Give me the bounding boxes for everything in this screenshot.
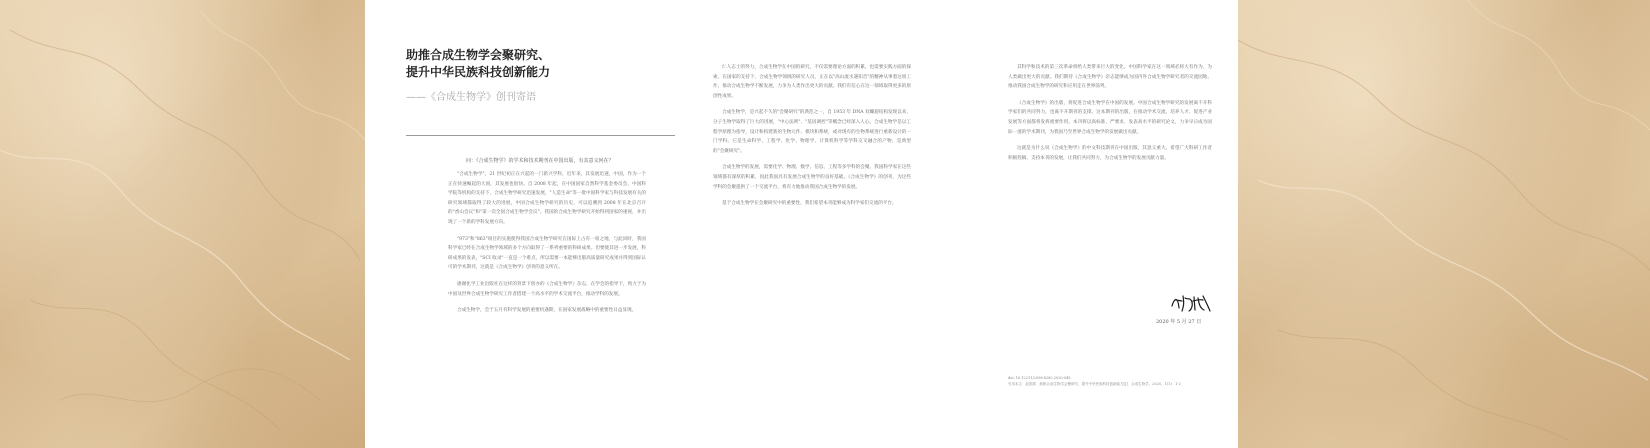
paragraph: 感谢化学工业出版社在这样的背景下创办的《合成生物学》杂志，在学会的指导下，致力于为中国及世界合成生物学研究工作者搭建一个高水平的学术交流平台，推动学科的发展。 <box>448 281 646 297</box>
marble-background-left <box>0 0 365 448</box>
title-line-1: 助推合成生物学会聚研究、 <box>406 48 551 62</box>
paragraph: 合成生物学的发展，需要化学、物理、数学、信息、工程等多学科的会聚。我国科学家在这些领域都有深厚的积累，因此我国具有发展合成生物学的良好基础。《合成生物学》的创刊，为这些学科的会聚提供了一个交流平台，将有力地推动我国合成生物学的发展。 <box>713 165 911 190</box>
title-divider <box>406 135 675 136</box>
text-column-1 <box>448 170 646 402</box>
signature-date: 2020 年 5 月 27 日 <box>1156 319 1202 325</box>
paragraph: "合成生物学"，21 世纪初正在兴起的一门新兴学科，近年来，其发展迅速，中国，作为一个正在快速崛起的大国，其发展也很快。自 2008 年起，在中国国家自然科学基金委员会、中国科学院等机构的支持下，合成生物学研究迅速发展，"人造生命"等一批中国科学家与科技发展有关的研究领域都取得了较大的进展。中国合成生物学研究的历史，可以追溯到 2008 年在北京召开的"香山会议"和"第一次全国合成生物学会议"。我国的合成生物学研究开始得到国家的重视，并出现了一个新的学科发展方向。 <box>448 172 646 225</box>
author-signature <box>1170 292 1212 318</box>
article-subtitle: ——《合成生物学》创刊寄语 <box>406 92 536 103</box>
paragraph: 《合成生物学》的出版，将促进合成生物学在中国的发展。中国合成生物学研究的发展离不开科学家们的共同努力，也离不开期刊的支撑。这本期刊的出版，在推动学术交流、培养人才、促进产业发展等方面都将发挥重要作用。本刊将以高标准、严要求，发表高水平的研究论文，力争早日成为国际一流的学术期刊，为我国乃至世界合成生物学的发展做出贡献。 <box>1008 100 1212 135</box>
text-column-3 <box>1008 63 1212 293</box>
marble-background-right <box>1238 0 1650 448</box>
title-line-2: 提升中华民族科技创新能力 <box>406 65 551 79</box>
doi-line: doi: 10.12211/2096-8280.2020-049 <box>1008 376 1071 380</box>
citation-line: 引用本文：赵国屏．助推合成生物学会聚研究、提升中华民族科技创新能力[J]．合成生物学，2020，1(1)：1-2 <box>1008 382 1181 386</box>
question-heading: 问：《合成生物学》的学术和技术期刊在中国出版，有其意义何在？ <box>466 158 614 164</box>
text-column-2 <box>713 63 911 386</box>
article-title <box>406 47 550 81</box>
paragraph: 合成生物学，是兴起不久的"会聚研究"的典范之一，自 1953 年 DNA 双螺旋结构发现以来，分子生物学取得了巨大的进展，"中心法则"、"基因调控"等概念已经深入人心。合成生物学是以工程学原理为指导，设计和构建新的生物元件、模块和系统，或对现有的生物系统进行重新设计的一门学科。它是生命科学、工程学、化学、物理学、计算机科学等学科交叉融合的产物，是典型的"会聚研究"。 <box>713 110 911 154</box>
paragraph: 基于合成生物学在会聚研究中的重要性，我们希望本刊能够成为科学家们交流的平台。 <box>722 201 897 207</box>
paragraph: 这就是为什么说《合成生物学》的中文科技期刊在中国出版，其意义重大。希望广大科研工作者积极投稿，支持本刊的发展，让我们共同努力，为合成生物学的发展贡献力量。 <box>1008 146 1212 161</box>
paragraph: 其科学和技术的第三次革命将给人类带来巨大的变化。中国科学家在这一领域必将大有作为，为人类做出更大的贡献。我们期待《合成生物学》杂志能够成为国内外合成生物学研究者的交流园地，推动我国合成生物学的研究和应用走在世界前列。 <box>1008 65 1212 90</box>
paragraph: 合成生物学，会于五月有科学发展的重要机遇期，在国家发展战略中的重要性日益显现。 <box>457 308 637 314</box>
paragraph: "973"和"863"项目的实施使得我国合成生物学研究在国际上占有一席之地，与此同时，我国科学家已经在合成生物学领域的多个方向取得了一系列重要的科研成果。但要使其进一步发展，科研成果的发表，"SCI 收录"一直是一个难点，所以需要一本能够出版高质量研究成果并得到国际认可的学术期刊，这就是《合成生物学》创刊的意义所在。 <box>448 236 646 271</box>
paragraph: 仁人志士的努力，合成生物学在中国的研究，不仅需要理论方面的积累，也需要实践方面的探索。在国家的支持下，合成生物学领域的研究人员，正在以"高山流水遇知音"的精神从事着这项工作，推动合成生物学不断发展，力争为人类作出更大的贡献。我们有信心在这一领域取得更多的原创性成果。 <box>713 65 911 99</box>
citation-info <box>1008 375 1208 387</box>
